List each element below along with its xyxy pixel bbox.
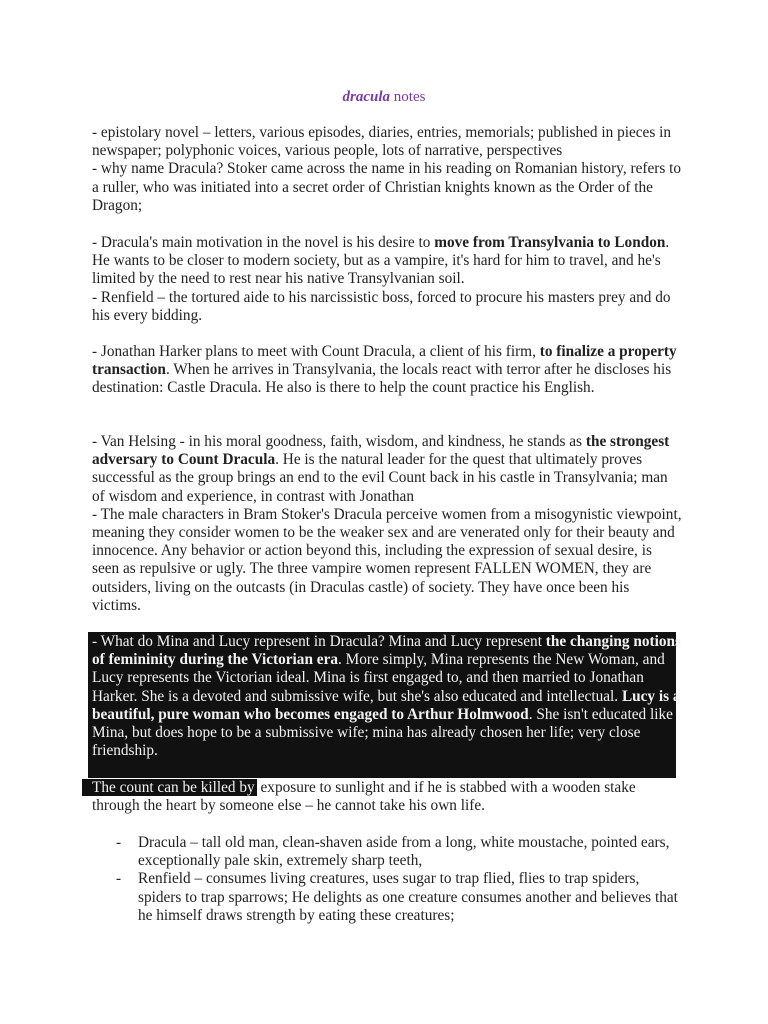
- helsing-bold: the strongest adversary to Count Dracula: [92, 433, 670, 469]
- list-item-text: Dracula – tall old man, clean-shaven aside from a long, white moustache, pointed ears, exceptionally pale skin, extremely sharp teeth,: [138, 834, 670, 870]
- title-emphasis: dracula: [342, 89, 391, 105]
- motivation-text-c: . He wants to be closer to modern society, but as a vampire, it's hard for him to travel, and he's limited by the need to rest near his native Transylvanian soil.: [92, 234, 670, 288]
- paragraph-mina-lucy: [92, 633, 682, 760]
- notes-block-highlighted: [92, 633, 682, 760]
- helsing-text-a: - Van Helsing - in his moral goodness, faith, wisdom, and kindness, he stands as: [92, 433, 586, 450]
- mina-text-e: . She isn't educated like Mina, but does hope to be a submissive wife; mina has already chosen her life; very close friendship.: [92, 705, 673, 760]
- list-dash: -: [116, 834, 122, 851]
- notes-block-1: [92, 124, 682, 215]
- motivation-text-a: - Dracula's main motivation in the novel is his desire to: [92, 234, 435, 251]
- title-rest: notes: [390, 89, 426, 105]
- notes-block-5: [92, 779, 682, 815]
- harker-text-c: . When he arrives in Transylvania, the locals react with terror after he discloses his destination: Castle Dracula. He also is there to help the count practice his English.: [92, 361, 672, 397]
- mina-text-c: . More simply, Mina represents the New Woman, and Lucy represents the Victorian ideal. Mina is first engaged to, and then married to Jonathan Harker. She is a devoted and submissive wife, but she's also educated and intellectual.: [92, 651, 665, 705]
- paragraph-renfield: - Renfield – the tortured aide to his narcissistic boss, forced to procure his masters prey and do his every bidding.: [92, 288, 671, 324]
- harker-text-a: - Jonathan Harker plans to meet with Count Dracula, a client of his firm,: [92, 343, 540, 360]
- paragraph-harker: [92, 343, 682, 398]
- paragraph-male-characters: - The male characters in Bram Stoker's Dracula perceive women from a misogynistic viewpoint, meaning they consider women to be the weaker sex and are venerated only for their beauty and innocence. Any behavior or action beyond this, including the expression of sexual desire, is seen as repulsive or ugly. The three vampire women represent FALLEN WOMEN, they are outsiders, living on the outcasts (in Draculas castle) of society. They have once been his victims.: [92, 505, 682, 614]
- motivation-bold: move from Transylvania to London: [434, 234, 666, 251]
- paragraph-epistolary: - epistolary novel – letters, various episodes, diaries, entries, memorials; published in pieces in newspaper; polyphonic voices, various people, lots of narrative, perspectives: [92, 124, 672, 160]
- notes-block-2: [92, 234, 682, 325]
- page-title: [0, 88, 768, 106]
- list-item-text: Renfield – consumes living creatures, uses sugar to trap flied, flies to trap spiders, spiders to trap sparrows; He delights as one creature consumes another and believes that he himself draws strength by eating these creatures;: [138, 870, 678, 924]
- paragraph-van-helsing: [92, 433, 682, 506]
- paragraph-count-killed: [92, 779, 682, 815]
- notes-block-4: [92, 433, 682, 615]
- notes-block-3: [92, 343, 682, 398]
- paragraph-motivation: [92, 234, 682, 289]
- list-dash: -: [116, 870, 122, 888]
- mina-bold-1: the changing notions of femininity during the Victorian era: [92, 633, 681, 669]
- list-item: [92, 870, 682, 925]
- count-killed-rest: exposure to sunlight and if he is stabbed with a wooden stake through the heart by someone else – he cannot take his own life.: [92, 779, 636, 815]
- mina-bold-2: Lucy is a beautiful, pure woman who becomes engaged to Arthur Holmwood: [92, 687, 681, 723]
- list-item: [92, 834, 682, 870]
- character-list-block: [92, 834, 682, 925]
- count-killed-highlight: The count can be killed by: [82, 779, 257, 796]
- harker-bold: to finalize a property transaction: [92, 343, 677, 379]
- character-list: [92, 834, 682, 925]
- mina-text-a: - What do Mina and Lucy represent in Dracula? Mina and Lucy represent: [92, 633, 546, 650]
- paragraph-why-name: - why name Dracula? Stoker came across the name in his reading on Romanian history, refers to a ruller, who was initiated into a secret order of Christian knights known as the Order of the Dragon;: [92, 160, 682, 214]
- helsing-text-c: . He is the natural leader for the quest that ultimately proves successful as the group brings an end to the evil Count back in his castle in Transylvania; man of wisdom and experience, in contrast with Jonathan: [92, 451, 668, 505]
